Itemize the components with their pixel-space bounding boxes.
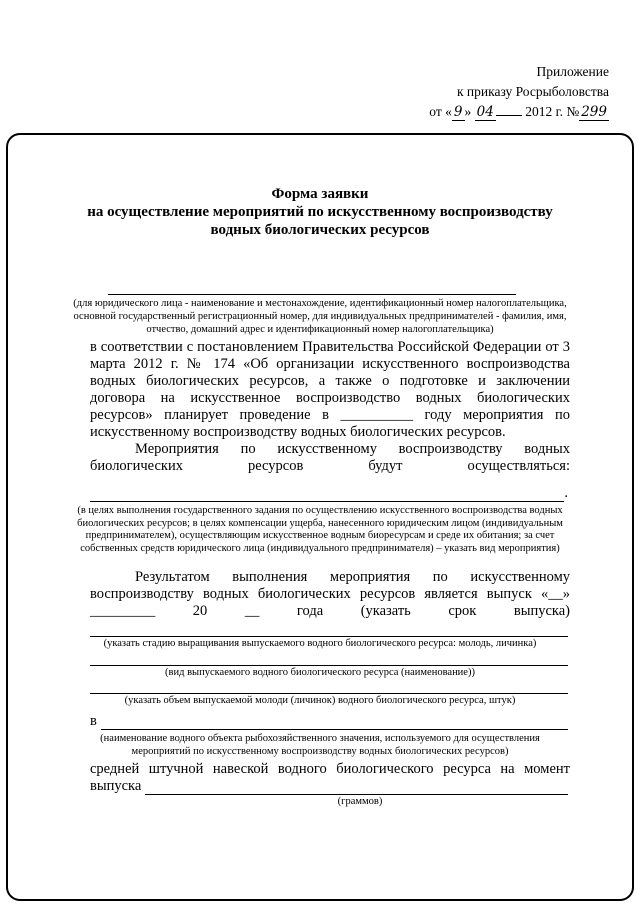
weight-paragraph: средней штучной навеской водного биологического ресурса на момент	[90, 761, 570, 777]
date-prefix: от «	[429, 104, 452, 119]
measures-fill-line	[90, 487, 564, 502]
paragraph-result: Результатом выполнения мероприятия по искусственному воспроизводству водных биологических ресурсов является выпуск «__» _________ 20 __ года (указать срок выпуска)	[90, 569, 570, 619]
weight-fill-line	[145, 780, 568, 795]
waterbody-caption: (наименование водного объекта рыбохозяйственного значения, используемого для осуществления мероприятий по искусственному воспроизводству водных биологических ресурсов)	[100, 733, 540, 757]
date-month-handwritten: 04	[476, 104, 494, 120]
form-title	[70, 185, 570, 239]
waterbody-fill-row	[90, 713, 568, 730]
volume-caption: (указать объем выпускаемой молоди (личинок) водного биологического ресурса, штук)	[124, 695, 516, 706]
date-blank-line	[496, 102, 522, 116]
header-appendix: Приложение	[536, 64, 609, 79]
header-order-line: к приказу Росрыболовства	[456, 84, 609, 99]
date-year-text: 2012 г. №	[521, 104, 580, 119]
paragraph-basis: в соответствии с постановлением Правительства Российской Федерации от 3 марта 2012 г. № 174 «Об организации искусственного воспроизводства водных биологических ресурсов, а также о подготовке и заключении договора на искусственное воспроизводство водных биологических ресурсов» планирует проведение в __________ году мероприятия по искусственному воспроизводству водных биологических ресурсов.	[90, 339, 570, 440]
measures-fill-row	[90, 485, 568, 502]
measures-period: .	[564, 485, 568, 501]
applicant-fill-line	[108, 294, 516, 295]
order-number-handwritten: 299	[581, 104, 607, 120]
weight-release-label: выпуска	[90, 778, 142, 794]
applicant-caption: (для юридического лица - наименование и местонахождение, идентификационный номер налогоплательщика, основной государственный регистрационный номер, для индивидуальных предпринимателей - фамилия, имя, отчество, домашний адрес и идентификационный номер налогоплательщика)	[73, 298, 567, 335]
stage-caption: (указать стадию выращивания выпускаемого водного биологического ресурса: молодь, личинка)	[103, 638, 537, 649]
order-header	[0, 0, 640, 122]
species-caption: (вид выпускаемого водного биологического ресурса (наименование))	[165, 667, 475, 678]
form-title-line1: Форма заявки	[271, 186, 369, 202]
form-title-line3: водных биологических ресурсов	[210, 222, 430, 238]
form-title-line2: на осуществление мероприятий по искусственному воспроизводству	[87, 204, 553, 220]
measures-caption: (в целях выполнения государственного задания по осуществлению искусственного воспроизводства водных биологических ресурсов; в целях компенсации ущерба, нанесенного юридическим лицом (индивидуальным предпринимателем), осуществляющим искусственное водным биоресурсам и среде их обитания; за счет собственных средств юридического лица (индивидуального предпринимателя) – указать вид мероприятия)	[77, 505, 563, 554]
grams-caption: (граммов)	[337, 796, 383, 807]
waterbody-fill-line	[101, 715, 568, 730]
date-day-handwritten: 9	[453, 104, 463, 120]
weight-fill-row	[90, 778, 568, 795]
form-body	[70, 185, 570, 808]
date-close-quote: »	[464, 104, 472, 119]
waterbody-in-label: в	[90, 713, 97, 729]
header-date-line	[0, 102, 609, 122]
paragraph-measures: Мероприятия по искусственному воспроизводству водных биологических ресурсов будут осуществляться:	[90, 441, 570, 474]
